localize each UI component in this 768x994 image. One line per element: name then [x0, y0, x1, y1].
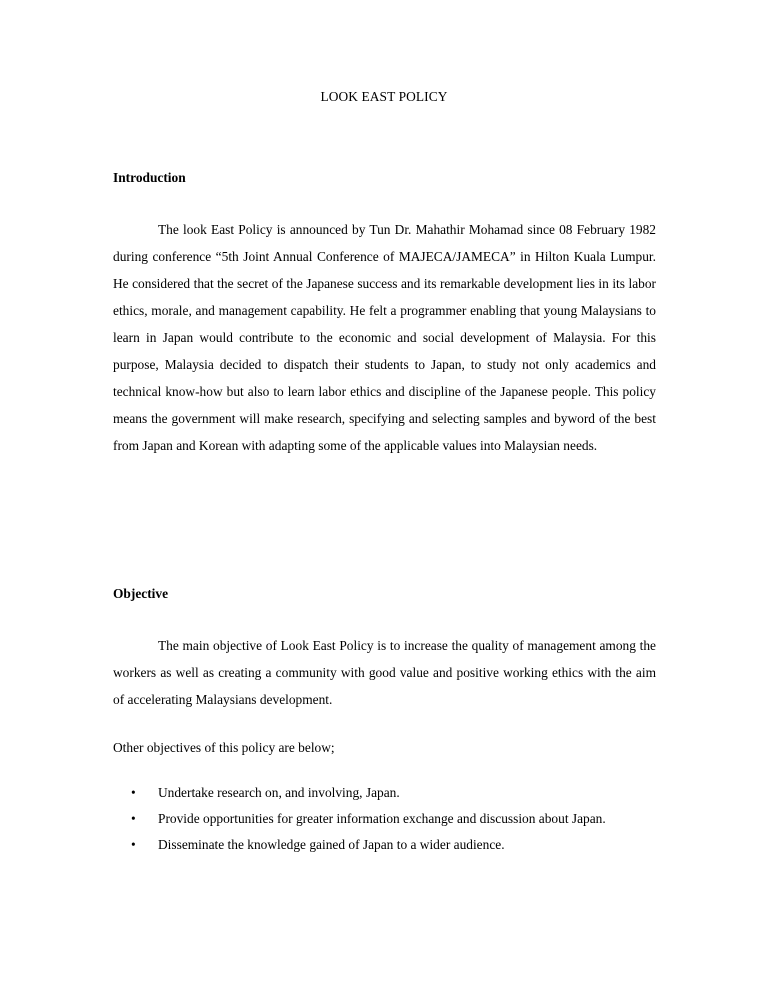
introduction-heading: Introduction — [113, 170, 186, 185]
bullet-icon: • — [131, 837, 136, 852]
list-item — [113, 832, 656, 858]
objective-heading: Objective — [113, 586, 169, 601]
objective-paragraph: The main objective of Look East Policy is to increase the quality of management among the workers as well as creating a community with good value and positive working ethics with the aim of accelerating Malaysians development. — [113, 638, 656, 707]
list-item-text: Undertake research on, and involving, Japan. — [158, 785, 400, 800]
list-item-text: Disseminate the knowledge gained of Japan to a wider audience. — [158, 837, 505, 852]
list-item-text: Provide opportunities for greater information exchange and discussion about Japan. — [158, 811, 606, 826]
page-title: LOOK EAST POLICY — [320, 89, 448, 104]
list-item — [113, 806, 656, 832]
list-item — [113, 780, 656, 806]
other-objectives-intro: Other objectives of this policy are below; — [113, 740, 335, 755]
objectives-list — [113, 780, 656, 858]
bullet-icon: • — [131, 811, 136, 826]
introduction-paragraph: The look East Policy is announced by Tun Dr. Mahathir Mohamad since 08 February 1982 during conference “5th Joint Annual Conference of MAJECA/JAMECA” in Hilton Kuala Lumpur. He considered that the secret of the Japanese success and its remarkable development lies in its labor ethics, morale, and management capability. He felt a programmer enabling that young Malaysians to learn in Japan would contribute to the economic and social development of Malaysia. For this purpose, Malaysia decided to dispatch their students to Japan, to study not only academics and technical know-how but also to learn labor ethics and discipline of the Japanese people. This policy means the government will make research, specifying and selecting samples and byword of the best from Japan and Korean with adapting some of the applicable values into Malaysian needs. — [113, 222, 656, 453]
bullet-icon: • — [131, 785, 136, 800]
